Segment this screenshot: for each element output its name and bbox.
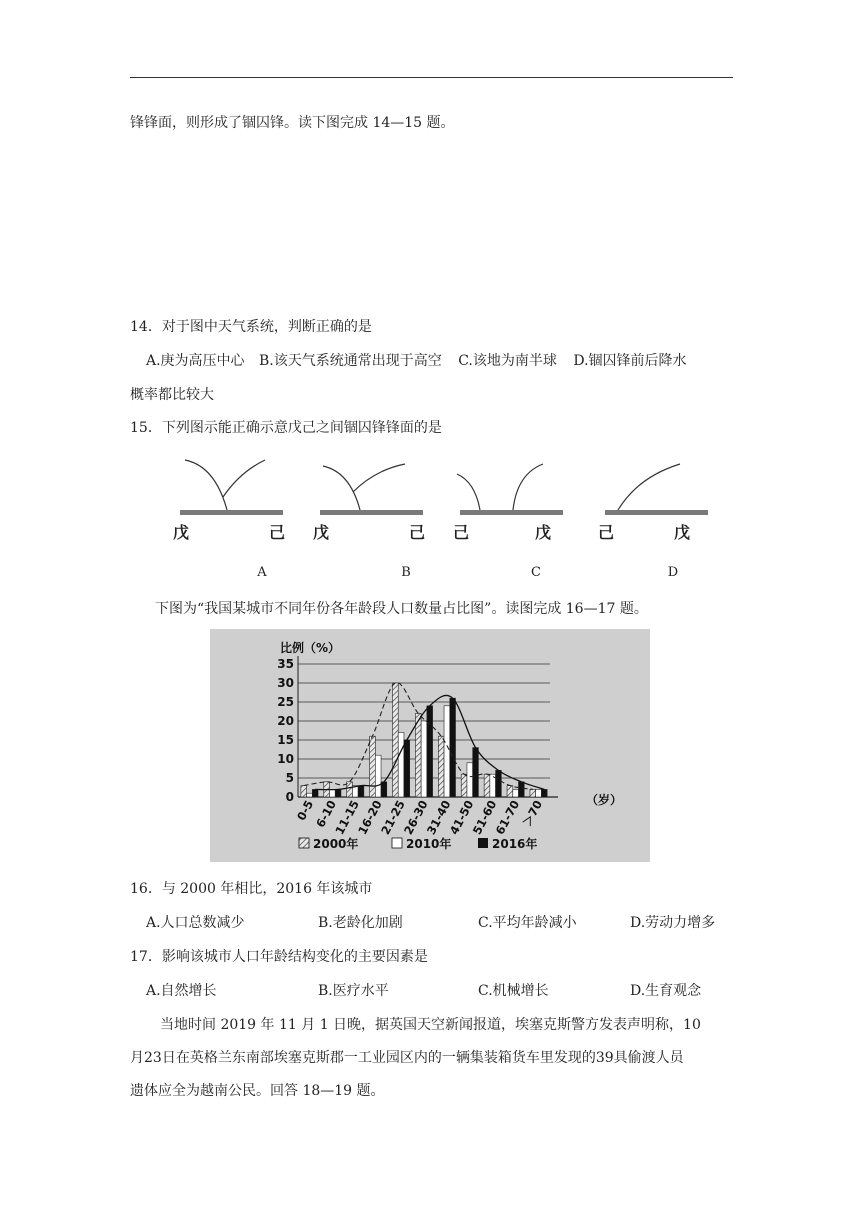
question-15-stem: 15．下列图示能正确示意戊己之间锢囚锋锋面的是 — [130, 420, 442, 436]
bar-2010年-0-5 — [307, 793, 313, 797]
y-tick-label: 25 — [277, 695, 294, 709]
bar-2000年-51-60 — [484, 774, 490, 797]
right-char: 己 — [269, 523, 286, 542]
left-char: 戊 — [313, 523, 330, 542]
bar-2000年-0-5 — [301, 786, 307, 797]
passage-line-3: 遗体应全为越南公民。回答 18—19 题。 — [130, 1083, 385, 1099]
question-14-options — [146, 350, 736, 370]
bar-2016年-11-15 — [358, 786, 364, 797]
option-a: A.庚为高压中心 — [146, 353, 245, 369]
bar-2000年-21-25 — [393, 683, 399, 797]
bar-2010年-＞70 — [536, 789, 542, 797]
y-tick-label: 5 — [285, 771, 294, 785]
header-rule — [130, 77, 733, 78]
figure-label-d: D — [667, 565, 679, 580]
q17-option-a: A.自然增长 — [146, 983, 217, 999]
bar-2016年-26-30 — [427, 706, 433, 797]
passage-line-2: 月23日在英格兰东南部埃塞克斯郡一工业园区内的一辆集装箱货车里发现的39具偷渡人员 — [130, 1050, 684, 1066]
bar-2000年-＞70 — [530, 789, 536, 797]
x-tick-label: 6-10 — [313, 797, 340, 830]
chart-intro: 下图为“我国某城市不同年份各年龄段人口数量占比图”。读图完成 16—17 题。 — [155, 601, 648, 617]
q16-option-c: C.平均年龄减小 — [478, 915, 577, 931]
left-char: 己 — [598, 523, 615, 542]
y-tick-label: 15 — [277, 733, 294, 747]
x-tick-label: 21-25 — [378, 797, 408, 837]
figure-label-b: B — [401, 565, 411, 580]
passage-line-1: 当地时间 2019 年 11 月 1 日晚，据英国天空新闻报道，埃塞克斯警方发表声明称，10 — [160, 1017, 701, 1033]
x-tick-label: 51-60 — [469, 797, 500, 837]
bar-2000年-61-70 — [507, 786, 513, 797]
q17-option-b: B.医疗水平 — [318, 983, 389, 999]
left-char: 戊 — [173, 523, 190, 542]
x-axis-unit: （岁） — [586, 793, 623, 807]
y-tick-label: 20 — [277, 714, 294, 728]
bar-2016年-61-70 — [519, 782, 525, 797]
y-axis-title: 比例（%） — [280, 641, 341, 655]
option-c: C.该地为南半球 — [458, 353, 557, 369]
bar-2016年-＞70 — [541, 789, 547, 797]
bar-2000年-41-50 — [461, 774, 467, 797]
front-figure-b — [305, 452, 430, 547]
x-tick-label: 16-20 — [355, 797, 385, 837]
q16-option-a: A.人口总数减少 — [146, 915, 245, 931]
bar-2010年-16-20 — [375, 755, 381, 797]
y-tick-label: 10 — [277, 752, 294, 766]
bar-2010年-6-10 — [330, 789, 336, 797]
q16-option-d: D.劳动力增多 — [630, 915, 716, 931]
option-b: B.该天气系统通常出现于高空 — [259, 353, 442, 369]
chart-legend — [299, 836, 537, 851]
left-char: 己 — [453, 523, 470, 542]
bar-2010年-31-40 — [444, 706, 450, 797]
front-figure-d — [590, 452, 715, 547]
right-char: 己 — [409, 523, 426, 542]
front-figure-c — [445, 452, 570, 547]
bar-2000年-16-20 — [370, 736, 376, 797]
bar-2016年-0-5 — [312, 789, 318, 797]
legend-2016: 2016年 — [492, 837, 538, 851]
y-tick-label: 35 — [277, 657, 294, 671]
right-char: 戊 — [674, 523, 691, 542]
option-d: D.锢囚锋前后降水 — [573, 353, 687, 369]
bar-2016年-21-25 — [404, 740, 410, 797]
age-structure-chart — [210, 629, 650, 862]
q16-option-b: B.老龄化加剧 — [318, 915, 403, 931]
question-17-stem: 17．影响该城市人口年龄结构变化的主要因素是 — [130, 949, 428, 965]
q17-option-c: C.机械增长 — [478, 983, 549, 999]
x-tick-label: ＞70 — [519, 797, 546, 829]
x-tick-label: 41-50 — [446, 797, 477, 837]
question-16-stem: 16．与 2000 年相比，2016 年该城市 — [130, 881, 373, 897]
bar-2010年-41-50 — [467, 763, 473, 797]
x-tick-label: 11-15 — [332, 797, 362, 837]
bar-2016年-6-10 — [335, 789, 341, 797]
bar-2016年-41-50 — [473, 748, 479, 797]
question-14-stem: 14．对于图中天气系统，判断正确的是 — [130, 319, 372, 335]
y-tick-label: 30 — [277, 676, 294, 690]
y-tick-label: 0 — [285, 790, 294, 804]
intro-text: 锋锋面，则形成了锢囚锋。读下图完成 14—15 题。 — [130, 115, 455, 131]
figure-label-a: A — [257, 565, 267, 580]
question-14-continuation: 概率都比较大 — [130, 387, 214, 403]
right-char: 戊 — [535, 523, 552, 542]
bar-2010年-26-30 — [421, 721, 427, 797]
legend-2000: 2000年 — [313, 837, 359, 851]
figure-label-c: C — [531, 565, 541, 580]
bar-2010年-61-70 — [513, 789, 519, 797]
legend-2010: 2010年 — [406, 837, 452, 851]
bar-2016年-31-40 — [450, 698, 456, 797]
bar-2016年-51-60 — [496, 770, 502, 797]
x-tick-label: 31-40 — [423, 797, 454, 837]
x-tick-label: 26-30 — [401, 797, 431, 837]
chart-svg — [210, 629, 650, 862]
front-figure-a — [165, 452, 290, 547]
bar-2000年-31-40 — [438, 736, 444, 797]
x-tick-label: 0-5 — [293, 797, 317, 823]
bar-2010年-21-25 — [398, 732, 404, 797]
bar-2000年-26-30 — [415, 713, 421, 797]
q17-option-d: D.生育观念 — [630, 983, 702, 999]
x-tick-label: 61-70 — [492, 797, 523, 837]
